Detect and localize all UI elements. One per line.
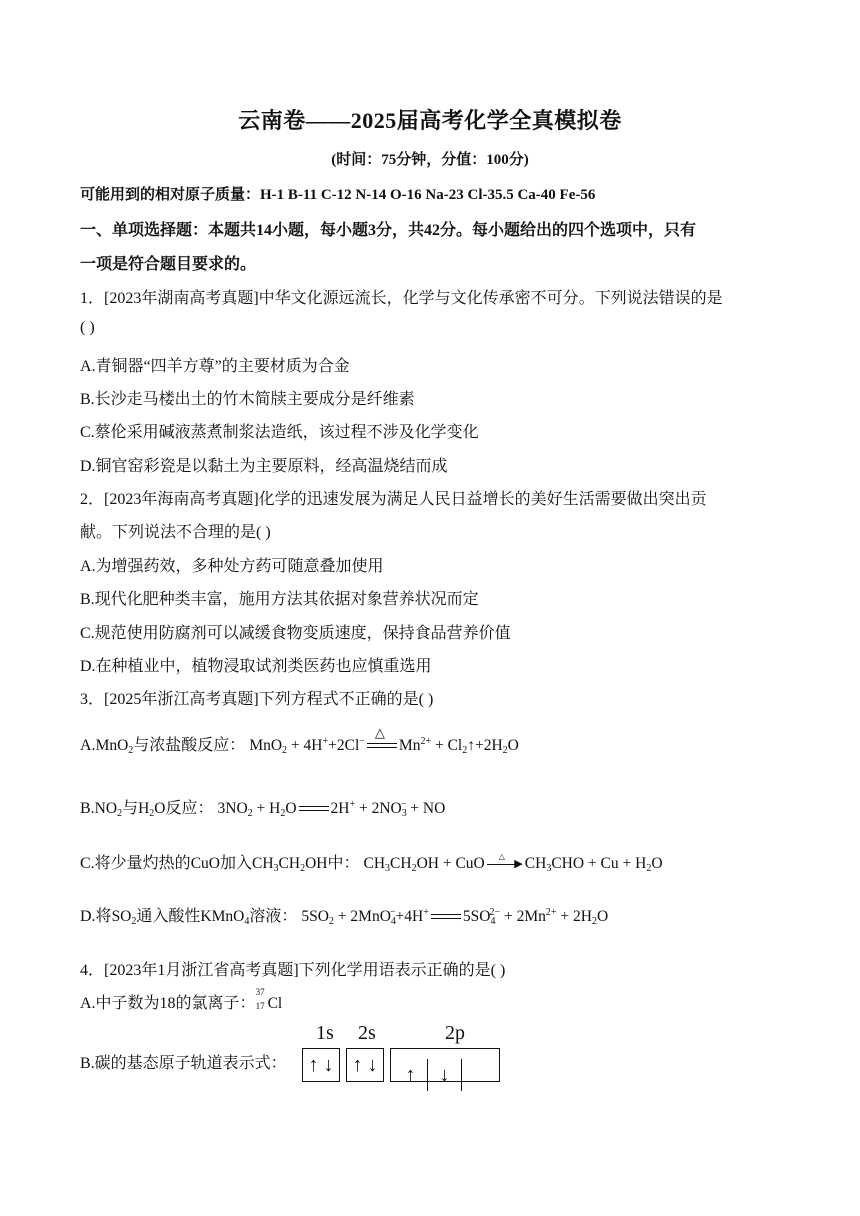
q3-option-c: C.将少量灼热的CuO加入$CH_3CH_2OH$中： $CH_3CH_2OH$ + CuO △ ▶ $CH_3CHO + Cu + H_2O$ — [80, 852, 663, 874]
q2-stem-cont: 献。下列说法不合理的是( ) — [80, 524, 271, 541]
q3-option-b: $B.NO_2$与$H_2O$反应： $3NO_2 + H_2O$ $2H^+ + 2NO_3^-$ + NO — [80, 799, 446, 819]
q1-stem: 1．[2023年湖南高考真题]中华文化源远流长，化学与文化传承密不可分。下列说法错误的是 — [80, 290, 723, 307]
q4-option-b: B.碳的基态原子轨道表示式： — [80, 1055, 287, 1072]
atomic-masses: 可能用到的相对原子质量：H-1 B-11 C-12 N-14 O-16 Na-23 Cl-35.5 Ca-40 Fe-56 — [80, 187, 596, 203]
orbital-label-2p: 2p — [445, 1022, 465, 1044]
orbital-box-2s: ↑ ↓ — [346, 1048, 384, 1082]
orbital-box-1s: ↑ ↓ — [302, 1048, 340, 1082]
q1-option-a: A.青铜器“四羊方尊”的主要材质为合金 — [80, 358, 350, 375]
q1-option-d: D.铜官窑彩瓷是以黏土为主要原料，经高温烧结而成 — [80, 458, 448, 475]
q2-option-d: D.在种植业中，植物浸取试剂类医药也应慎重选用 — [80, 658, 432, 675]
section-instructions-cont: 一项是符合题目要求的。 — [80, 256, 257, 273]
orbital-2p-cell-1: ↑ — [394, 1059, 428, 1091]
q3-b-equation: $3NO_2 + H_2O$ $2H^+ + 2NO_3^-$ + NO — [217, 799, 446, 819]
orbital-label-2s: 2s — [358, 1022, 376, 1044]
q3-stem: 3．[2025年浙江高考真题]下列方程式不正确的是( ) — [80, 691, 434, 708]
q3-c-equation: $CH_3CH_2OH$ + CuO △ ▶ $CH_3CHO + Cu + H_2O$ — [363, 852, 663, 874]
orbital-2p-cell-3 — [462, 1049, 496, 1081]
q3-option-d: D.将$SO_2$通入酸性KMnO$_4$溶液： $5SO_2 + 2MnO_4^-+4H^+$ $5SO_4^{2-} + 2Mn^{2+} + 2H_2O$ — [80, 907, 609, 927]
section-instructions: 一、单项选择题：本题共14小题，每小题3分，共42分。每小题给出的四个选项中，只有 — [80, 222, 697, 239]
q2-option-c: C.规范使用防腐剂可以减缓食物变质速度，保持食品营养价值 — [80, 625, 511, 642]
q1-option-b: B.长沙走马楼出土的竹木简牍主要成分是纤维素 — [80, 391, 415, 408]
q4-option-a: A.中子数为18的氯离子： 37 17 Cl — [80, 990, 288, 1013]
orbital-label-1s: 1s — [316, 1022, 334, 1044]
page-subtitle: (时间：75分钟，分值：100分) — [331, 152, 529, 168]
orbital-2p-cell-2: ↓ — [428, 1059, 462, 1091]
q2-option-b: B.现代化肥种类丰富，施用方法其依据对象营养状况而定 — [80, 591, 479, 608]
orbital-diagram — [300, 1022, 510, 1092]
page-title: 云南卷——2025届高考化学全真模拟卷 — [238, 108, 622, 133]
q3-option-a: A.MnO$_2$与浓盐酸反应： MnO$_2$ + 4H++2Cl− △ $Mn^{2+}$ + $Cl_2↑+2H_2O$ — [80, 725, 519, 756]
q2-option-a: A.为增强药效，多种处方药可随意叠加使用 — [80, 558, 384, 575]
q1-stem-cont: ( ) — [80, 319, 95, 336]
chlorine-isotope-notation: 37 17 Cl — [255, 987, 283, 1012]
q4-stem: 4．[2023年1月浙江省高考真题]下列化学用语表示正确的是( ) — [80, 962, 506, 979]
q1-option-c: C.蔡伦采用碱液蒸煮制浆法造纸，该过程不涉及化学变化 — [80, 424, 479, 441]
q2-stem: 2．[2023年海南高考真题]化学的迅速发展为满足人民日益增长的美好生活需要做出突出贡 — [80, 491, 707, 508]
q3-d-equation: $5SO_2 + 2MnO_4^-+4H^+$ $5SO_4^{2-} + 2Mn^{2+} + 2H_2O$ — [301, 907, 609, 927]
orbital-box-2p — [390, 1048, 500, 1086]
q3-a-equation: MnO$_2$ + 4H++2Cl− △ $Mn^{2+}$ + $Cl_2↑+2H_2O$ — [249, 725, 519, 756]
